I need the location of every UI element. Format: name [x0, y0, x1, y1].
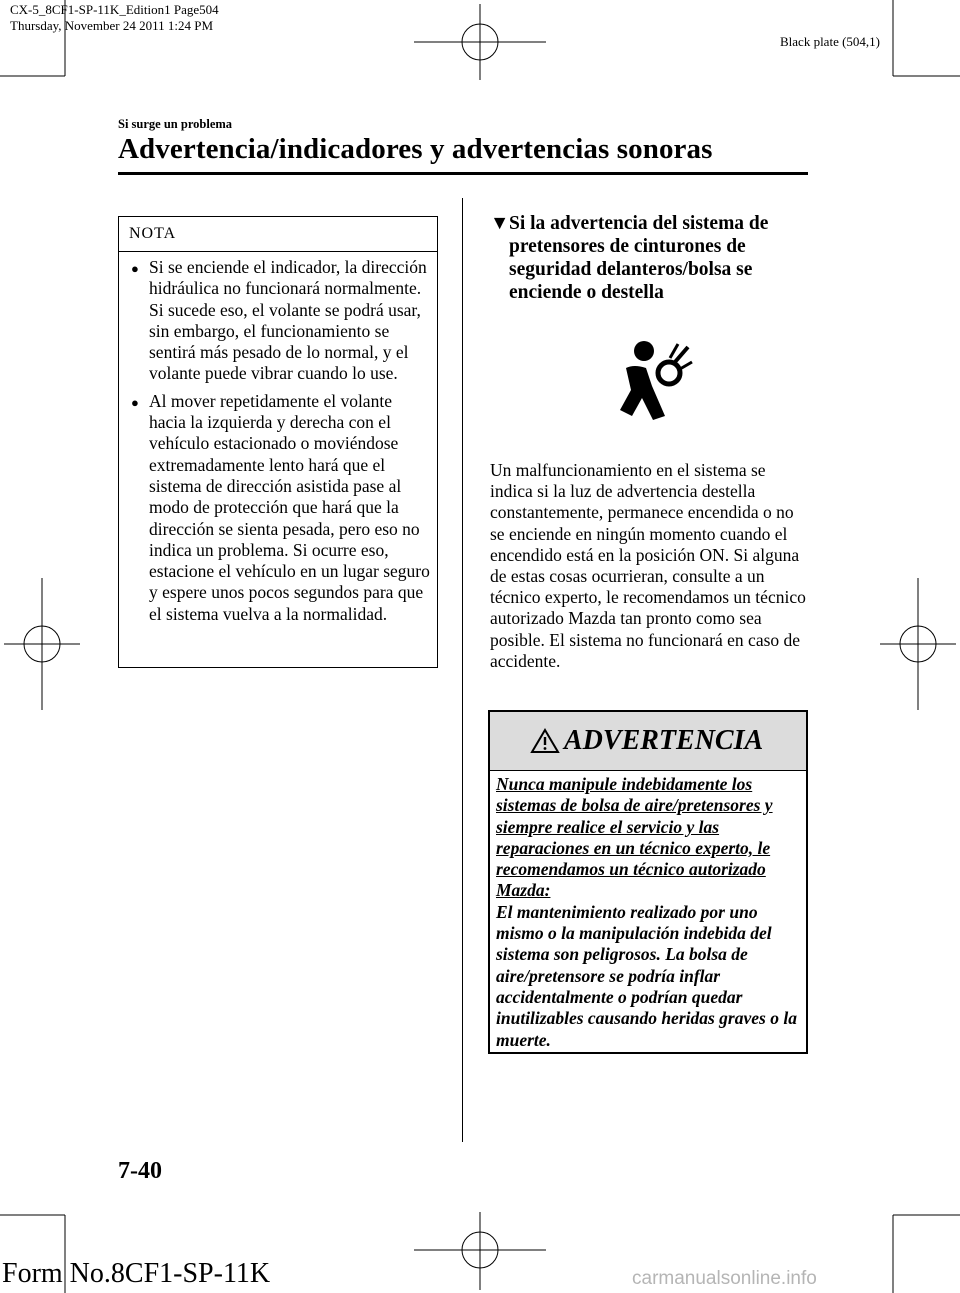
note-header [119, 217, 437, 252]
warning-body [496, 774, 802, 1051]
subsection-heading-text: Si la advertencia del sistema de pretensores de cinturones de seguridad delanteros/bolsa se enciende o destella [509, 213, 769, 303]
note-item-text: Al mover repetidamente el volante hacia la izquierda y derecha con el vehículo estacionado o moviéndose extremadamente lento hará que el sistema de dirección asistida pase al modo de protección que hará que la dirección se sienta pesada, pero eso no indica un problema. Si ocurre eso, estacione el vehículo en un lugar seguro y espere unos pocos segundos para que el sistema vuelva a la normalidad. [149, 390, 430, 624]
title-rule [118, 172, 808, 175]
subsection-heading [490, 212, 829, 304]
subsection-body: Un malfuncionamiento en el sistema se indica si la luz de advertencia destella constantemente, permanece encendida o no se enciende en ningún momento cuando el encendido está en la posición ON. Si alguna de estas cosas ocurrieran, consulte a un técnico experto, le recomendamos un técnico autorizado Mazda tan pronto como sea posible. El sistema no funcionará en caso de accidente. [490, 460, 806, 671]
warning-triangle-icon [530, 728, 560, 754]
form-number: Form No.8CF1-SP-11K [2, 1258, 271, 1289]
airbag-warning-icon [612, 338, 694, 424]
warning-header [490, 712, 806, 771]
plate-label: Black plate (504,1) [780, 34, 880, 49]
bullet-icon: ● [131, 261, 139, 276]
note-item [129, 391, 431, 625]
note-list [129, 257, 431, 631]
warning-underlined-text: Nunca manipule indebidamente los sistemas de bolsa de aire/pretensores y siempre realice el servicio y las reparaciones en un técnico experto, le recomendamos un técnico autorizado Mazda: [496, 774, 773, 901]
section-small-title: Si surge un problema [118, 117, 233, 131]
triangle-marker-icon: ▼ [490, 213, 510, 234]
page-title: Advertencia/indicadores y advertencias sonoras [118, 133, 713, 165]
note-heading: NOTA [129, 225, 177, 242]
warning-title: ADVERTENCIA [564, 725, 764, 756]
note-item [129, 257, 431, 385]
watermark: carmanualsonline.info [632, 1268, 817, 1289]
warning-box [488, 710, 808, 1054]
print-header-line1: CX-5_8CF1-SP-11K_Edition1 Page504 [10, 2, 219, 17]
print-header-line2: Thursday, November 24 2011 1:24 PM [10, 18, 214, 33]
note-item-text: Si se enciende el indicador, la dirección hidráulica no funcionará normalmente. Si sucede eso, el volante se podrá usar, sin embargo, el funcionamiento se sentirá más pesado de lo normal, y el volante puede vibrar cuando lo use. [149, 257, 427, 384]
note-box [118, 216, 438, 668]
page-number: 7-40 [118, 1158, 162, 1184]
warning-text: El mantenimiento realizado por uno mismo o la manipulación indebida del sistema son peligrosos. La bolsa de aire/pretensore se podría inflar accidentalmente o podrían quedar inutilizables causando heridas graves o la muerte. [496, 901, 797, 1050]
column-divider [462, 198, 463, 1142]
bullet-icon: ● [131, 394, 139, 410]
